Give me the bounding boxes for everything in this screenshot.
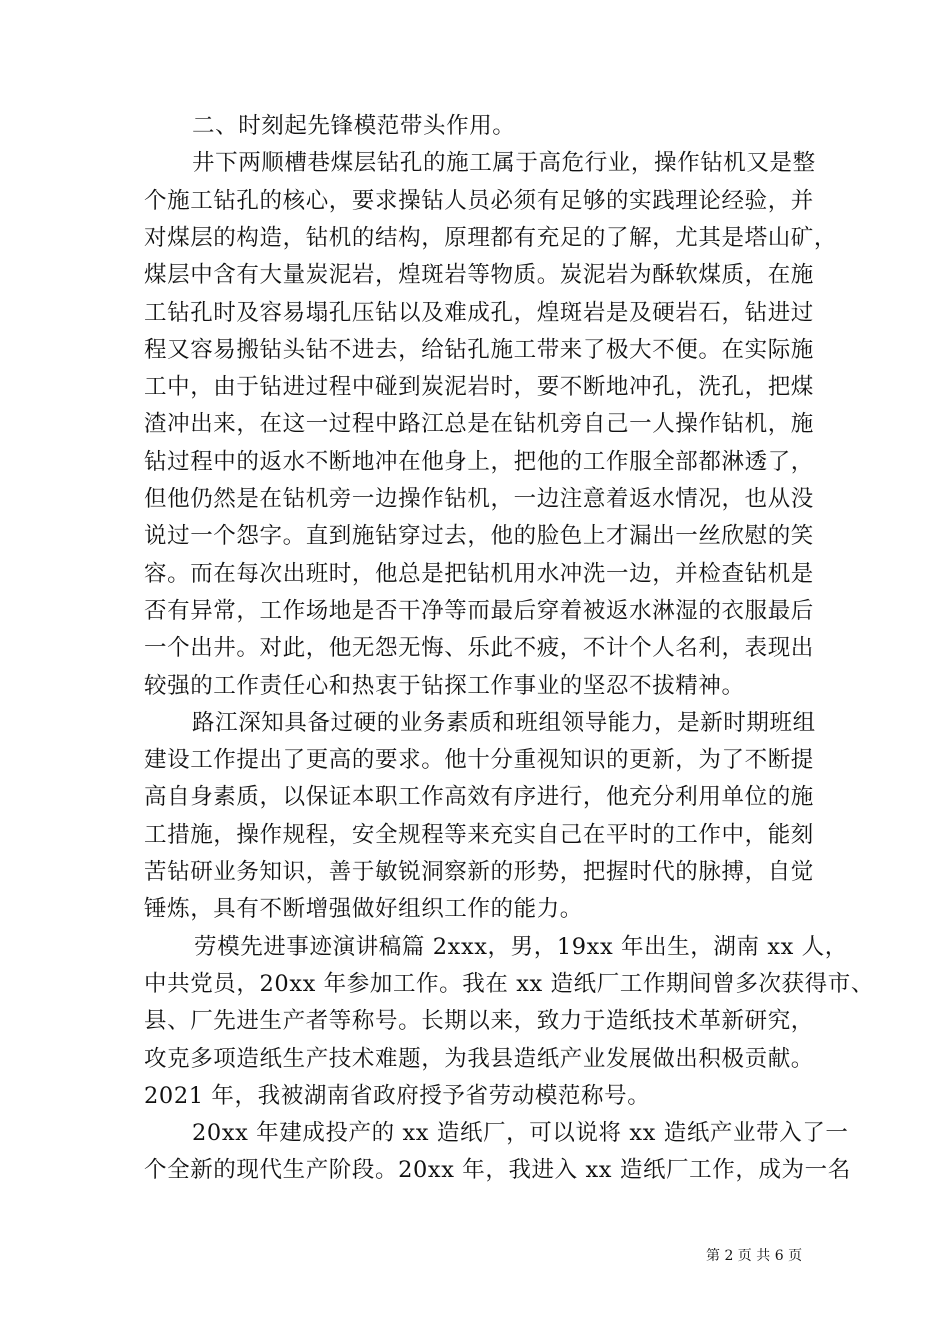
paragraph-line: 建设工作提出了更高的要求。他十分重视知识的更新，为了不断提 [144,747,814,774]
paragraph-line: 个全新的现代生产阶段。20xx 年，我进入 xx 造纸厂工作，成为一名 [144,1157,851,1184]
paragraph-line: 个施工钻孔的核心，要求操钻人员必须有足够的实践理论经验，并 [144,187,814,214]
paragraph-line: 对煤层的构造，钻机的结构，原理都有充足的了解，尤其是塔山矿， [144,224,838,251]
paragraph-line: 2021 年，我被湖南省政府授予省劳动模范称号。 [144,1082,651,1109]
paragraph-line: 渣冲出来，在这一过程中路江总是在钻机旁自己一人操作钻机，施 [144,411,814,438]
page-number: 第 2 页 共 6 页 [706,1248,803,1264]
paragraph-line: 锤炼，具有不断增强做好组织工作的能力。 [144,896,583,923]
paragraph-line: 一个出井。对此，他无怨无悔、乐此不疲，不计个人名利，表现出 [144,635,814,662]
paragraph-line: 工钻孔时及容易塌孔压钻以及难成孔，煌斑岩是及硬岩石，钻进过 [144,299,814,326]
paragraph-line: 工措施，操作规程，安全规程等来充实自己在平时的工作中，能刻 [144,821,814,848]
paragraph-line: 中共党员，20xx 年参加工作。我在 xx 造纸厂工作期间曾多次获得市、 [144,970,874,997]
paragraph-line: 路江深知具备过硬的业务素质和班组领导能力，是新时期班组 [192,709,816,736]
paragraph-line: 县、厂先进生产者等称号。长期以来，致力于造纸技术革新研究， [144,1008,814,1035]
paragraph-line: 高自身素质，以保证本职工作高效有序进行，他充分利用单位的施 [144,784,814,811]
paragraph-line: 容。而在每次出班时，他总是把钻机用水冲洗一边，并检查钻机是 [144,560,814,587]
paragraph-line: 钻过程中的返水不断地冲在他身上，把他的工作服全部都淋透了， [144,448,814,475]
paragraph-line: 较强的工作责任心和热衷于钻探工作事业的坚忍不拔精神。 [144,672,745,699]
paragraph-line: 但他仍然是在钻机旁一边操作钻机，一边注意着返水情况，也从没 [144,486,814,512]
paragraph-line: 苦钻研业务知识，善于敏锐洞察新的形势，把握时代的脉搏，自觉 [144,859,814,885]
paragraph-line: 攻克多项造纸生产技术难题，为我县造纸产业发展做出积极贡献。 [144,1045,814,1072]
paragraph-line: 劳模先进事迹演讲稿篇 2xxx，男，19xx 年出生，湖南 xx 人， [194,933,848,960]
paragraph-line: 工中，由于钻进过程中碰到炭泥岩时，要不断地冲孔，洗孔，把煤 [144,374,814,401]
paragraph-line: 20xx 年建成投产的 xx 造纸厂，可以说将 xx 造纸产业带入了一 [192,1120,849,1147]
paragraph-line: 井下两顺槽巷煤层钻孔的施工属于高危行业，操作钻机又是整 [192,150,816,177]
paragraph-line: 程又容易搬钻头钻不进去，给钻孔施工带来了极大不便。在实际施 [144,336,814,363]
paragraph-line: 二、时刻起先锋模范带头作用。 [192,113,516,139]
paragraph-line: 说过一个怨字。直到施钻穿过去，他的脸色上才漏出一丝欣慰的笑 [144,523,814,550]
paragraph-line: 煤层中含有大量炭泥岩，煌斑岩等物质。炭泥岩为酥软煤质，在施 [144,262,814,289]
paragraph-line: 否有异常，工作场地是否干净等而最后穿着被返水淋湿的衣服最后 [144,597,814,624]
